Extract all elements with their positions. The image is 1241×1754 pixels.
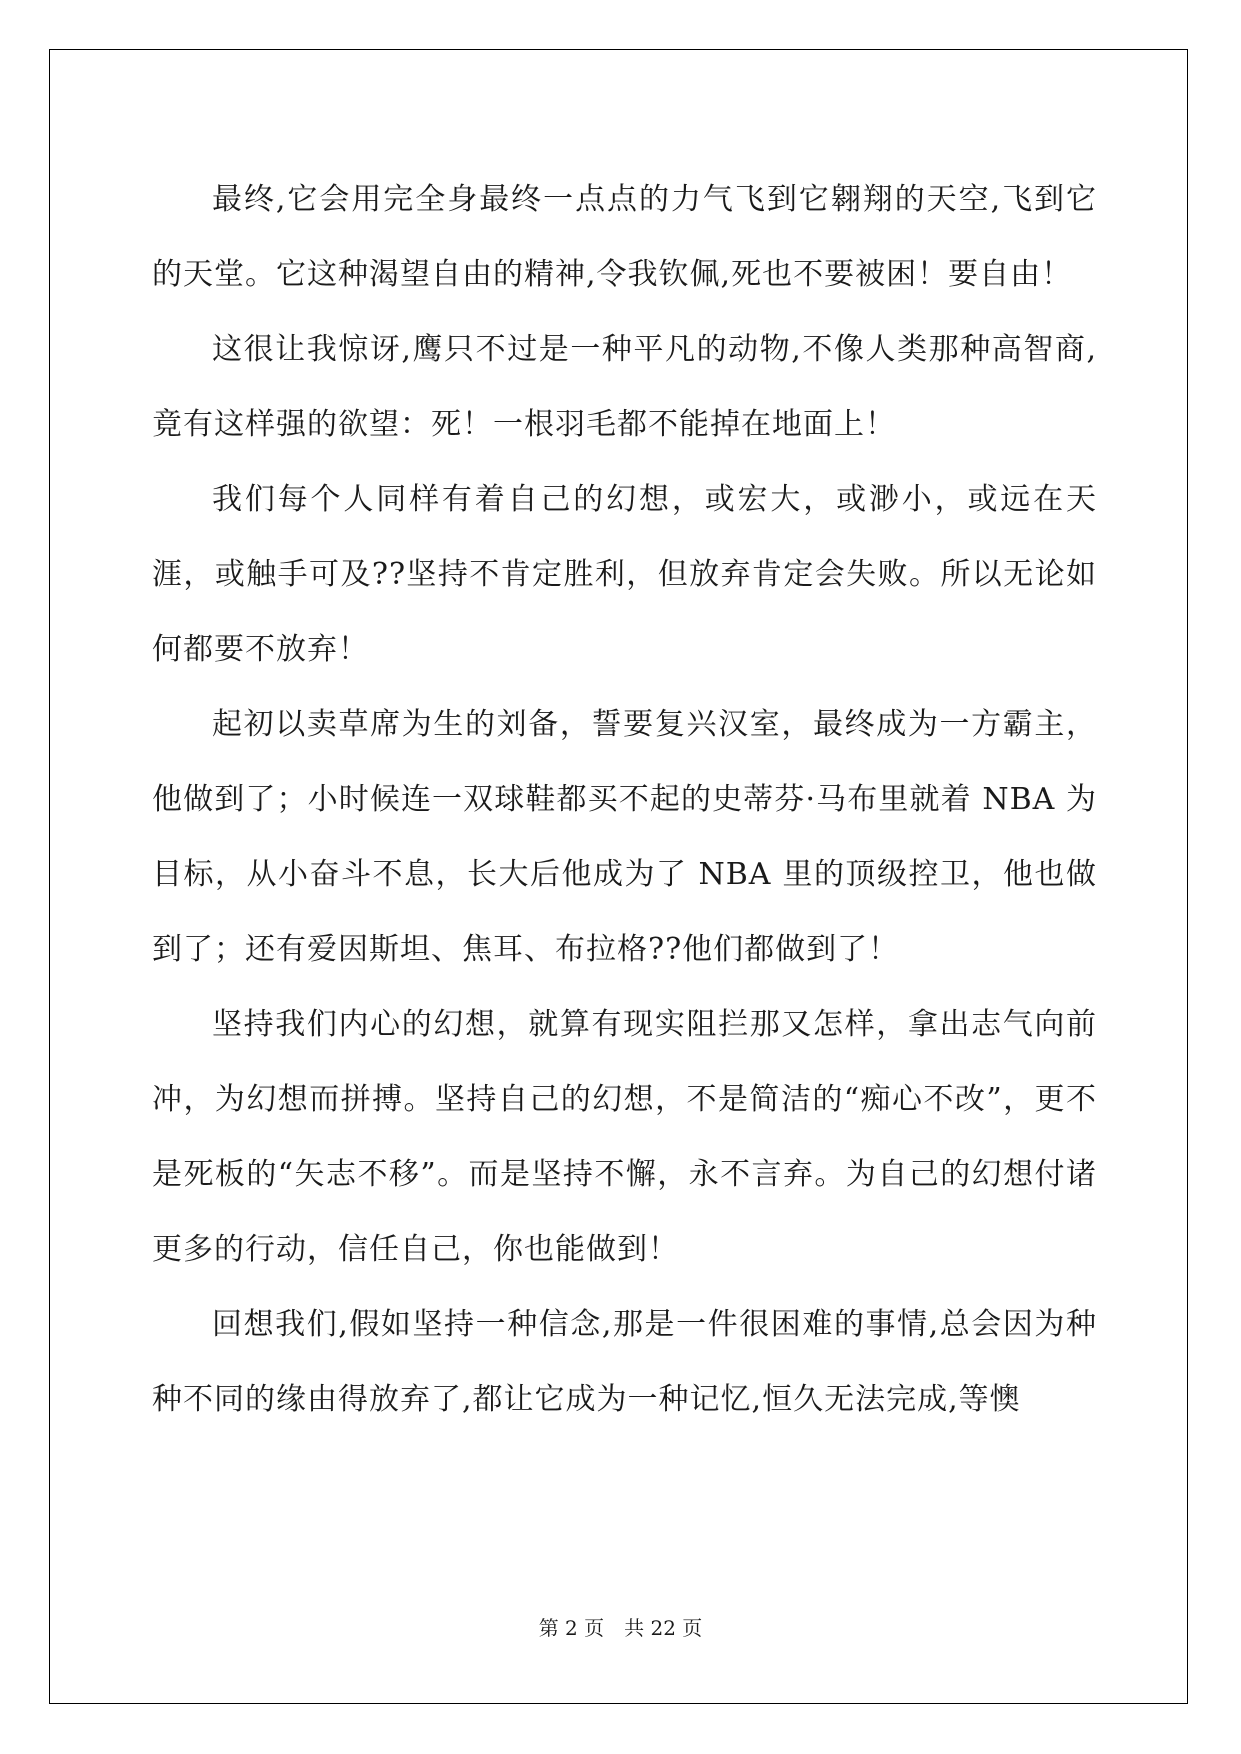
document-body — [152, 162, 1097, 1437]
paragraph: 起初以卖草席为生的刘备，誓要复兴汉室，最终成为一方霸主，他做到了；小时候连一双球鞋都买不起的史蒂芬·马布里就着 NBA 为目标，从小奋斗不息，长大后他成为了 NBA 里的顶级控卫，他也做到了；还有爱因斯坦、焦耳、布拉格??他们都做到了！ — [152, 707, 1097, 967]
paragraph: 我们每个人同样有着自己的幻想，或宏大，或渺小，或远在天涯，或触手可及??坚持不肯定胜利，但放弃肯定会失败。所以无论如何都要不放弃！ — [152, 482, 1097, 667]
page-number-footer: 第 2 页 共 22 页 — [538, 1616, 703, 1640]
paragraph: 这很让我惊讶,鹰只不过是一种平凡的动物,不像人类那种高智商,竟有这样强的欲望：死！一根羽毛都不能掉在地面上！ — [152, 332, 1097, 442]
paragraph: 坚持我们内心的幻想，就算有现实阻拦那又怎样，拿出志气向前冲，为幻想而拼搏。坚持自己的幻想，不是简洁的“痴心不改”，更不是死板的“矢志不移”。而是坚持不懈，永不言弃。为自己的幻想付诸更多的行动，信任自己，你也能做到！ — [152, 1007, 1097, 1267]
paragraph: 回想我们,假如坚持一种信念,那是一件很困难的事情,总会因为种种不同的缘由得放弃了,都让它成为一种记忆,恒久无法完成,等懊 — [152, 1307, 1097, 1417]
paragraph: 最终,它会用完全身最终一点点的力气飞到它翱翔的天空,飞到它的天堂。它这种渴望自由的精神,令我钦佩,死也不要被困！要自由！ — [152, 182, 1097, 292]
